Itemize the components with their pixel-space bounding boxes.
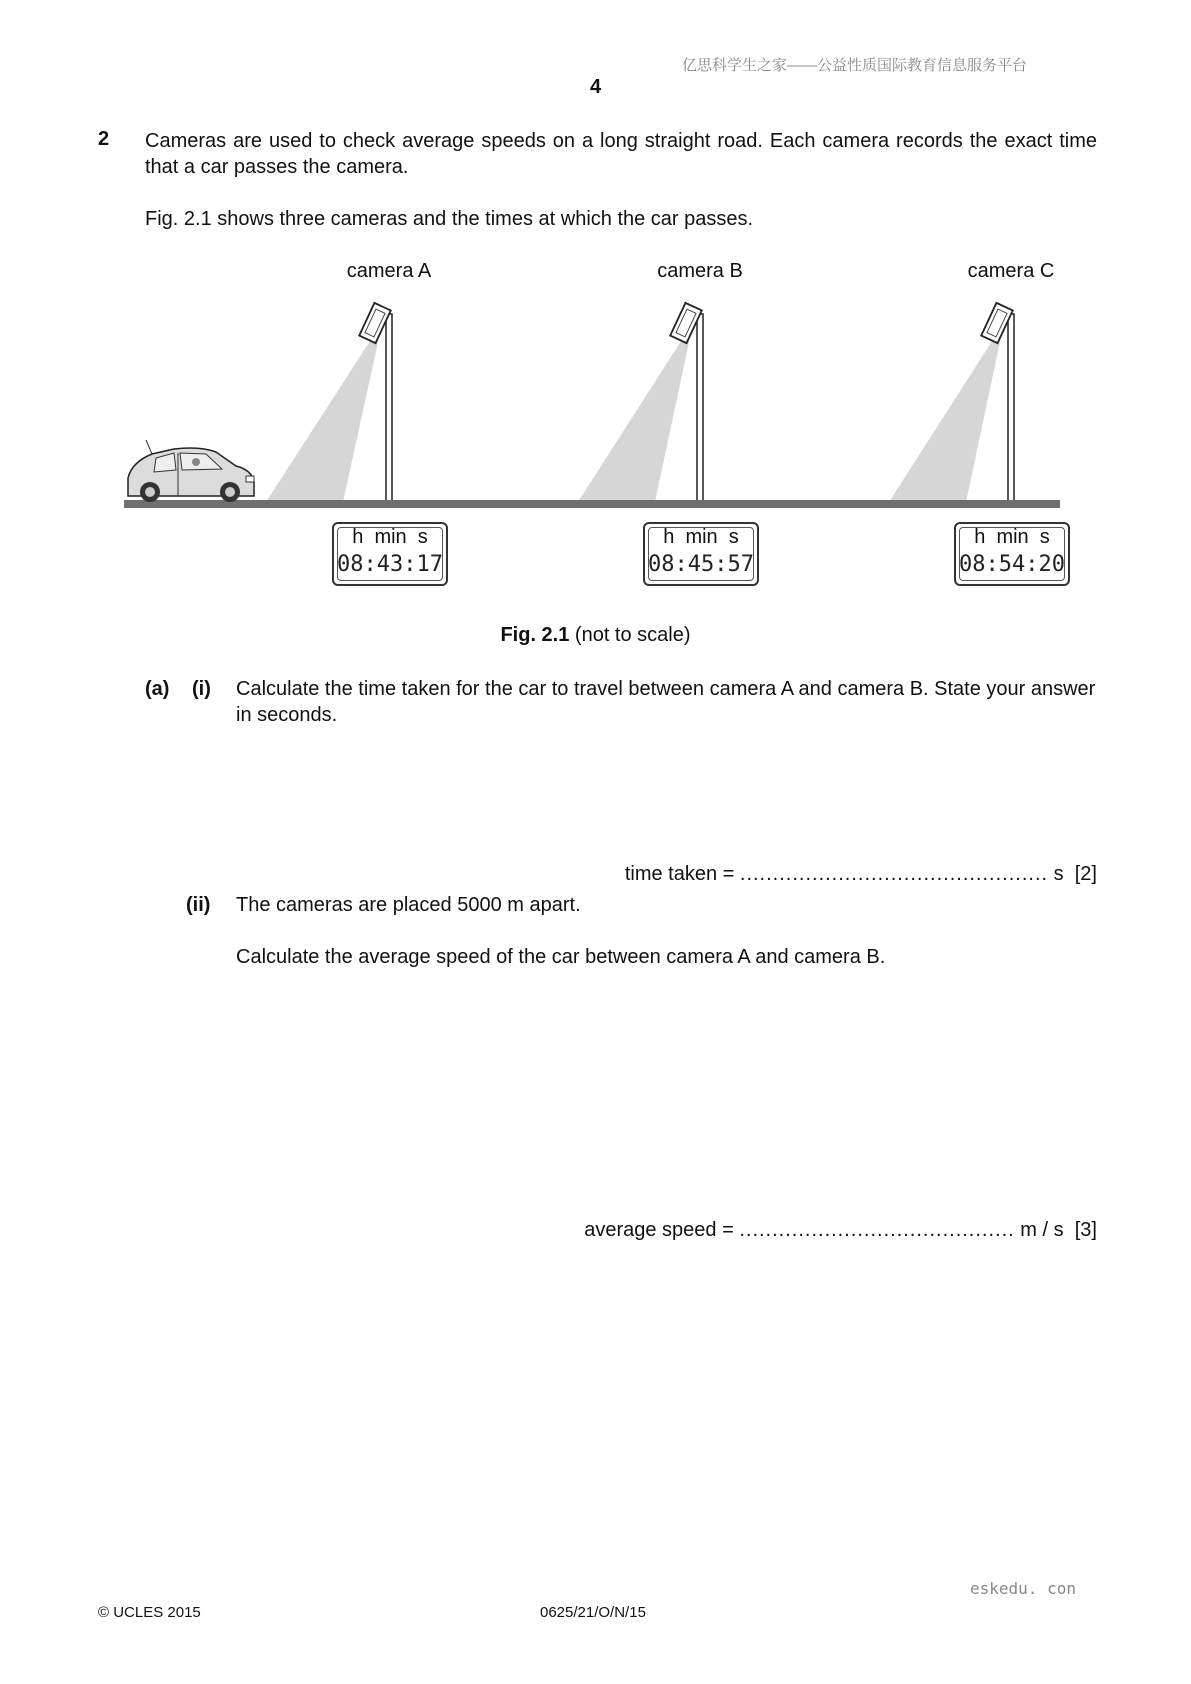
camera-b-beam [578,338,689,502]
camera-b-label: camera B [657,260,743,282]
footer-paper-code: 0625/21/O/N/15 [540,1604,646,1621]
time-taken-unit: s [1053,863,1064,885]
camera-a-beam [266,338,378,502]
average-speed-prefix: average speed = [584,1219,740,1241]
part-a-ii-text-2: Calculate the average speed of the car between camera A and camera B. [236,946,886,968]
road [124,500,1060,508]
camera-c-beam [889,338,1000,502]
camera-c-timer [954,522,1070,586]
time-taken-marks: [2] [1074,863,1097,885]
header-watermark: 亿思科学生之家——公益性质国际教育信息服务平台 [682,57,1028,74]
camera-b-timer [643,522,759,586]
page-number: 4 [589,76,602,98]
part-a-i-label: (i) [192,678,211,700]
figure-2-1 [0,250,1191,590]
figure-caption [0,624,1191,647]
timer-units: h min s [352,526,428,548]
question-number: 2 [98,128,110,150]
time-taken-prefix: time taken = [624,863,740,885]
timer-units: h min s [663,526,739,548]
time-taken-answer-line[interactable] [614,840,1097,886]
camera-c-pole [1008,314,1014,502]
average-speed-unit: m / s [1020,1219,1064,1241]
footer-watermark: eskedu. con [970,1579,1076,1598]
part-a-label: (a) [145,678,170,700]
question-intro: Cameras are used to check average speeds on a long straight road. Each camera records the exact time that a car passes the camera. [145,130,1097,178]
camera-b-pole [697,314,703,502]
figure-caption-note: (not to scale) [569,624,691,646]
camera-a-pole [386,314,392,502]
average-speed-marks: [3] [1074,1219,1097,1241]
average-speed-answer-line[interactable] [573,1196,1097,1242]
part-a-ii-label: (ii) [186,894,211,916]
part-a-ii-text-1: The cameras are placed 5000 m apart. [236,894,581,916]
timer-units: h min s [974,526,1050,548]
camera-a-timer [332,522,448,586]
time-taken-dots[interactable]: ............................................... [739,863,1049,885]
camera-b-time: 08:45:57 [648,552,754,577]
camera-c-time: 08:54:20 [959,552,1065,577]
footer-copyright: © UCLES 2015 [98,1604,201,1621]
figure-caption-label: Fig. 2.1 [500,624,570,646]
car-icon [128,440,254,502]
figure-reference: Fig. 2.1 shows three cameras and the times at which the car passes. [145,208,754,230]
average-speed-dots[interactable]: .......................................... [739,1219,1015,1241]
camera-a-time: 08:43:17 [337,552,443,577]
part-a-i-text: Calculate the time taken for the car to travel between camera A and camera B. State your answer in seconds. [236,678,1096,726]
camera-a-label: camera A [346,260,432,282]
camera-c-label: camera C [967,260,1055,282]
